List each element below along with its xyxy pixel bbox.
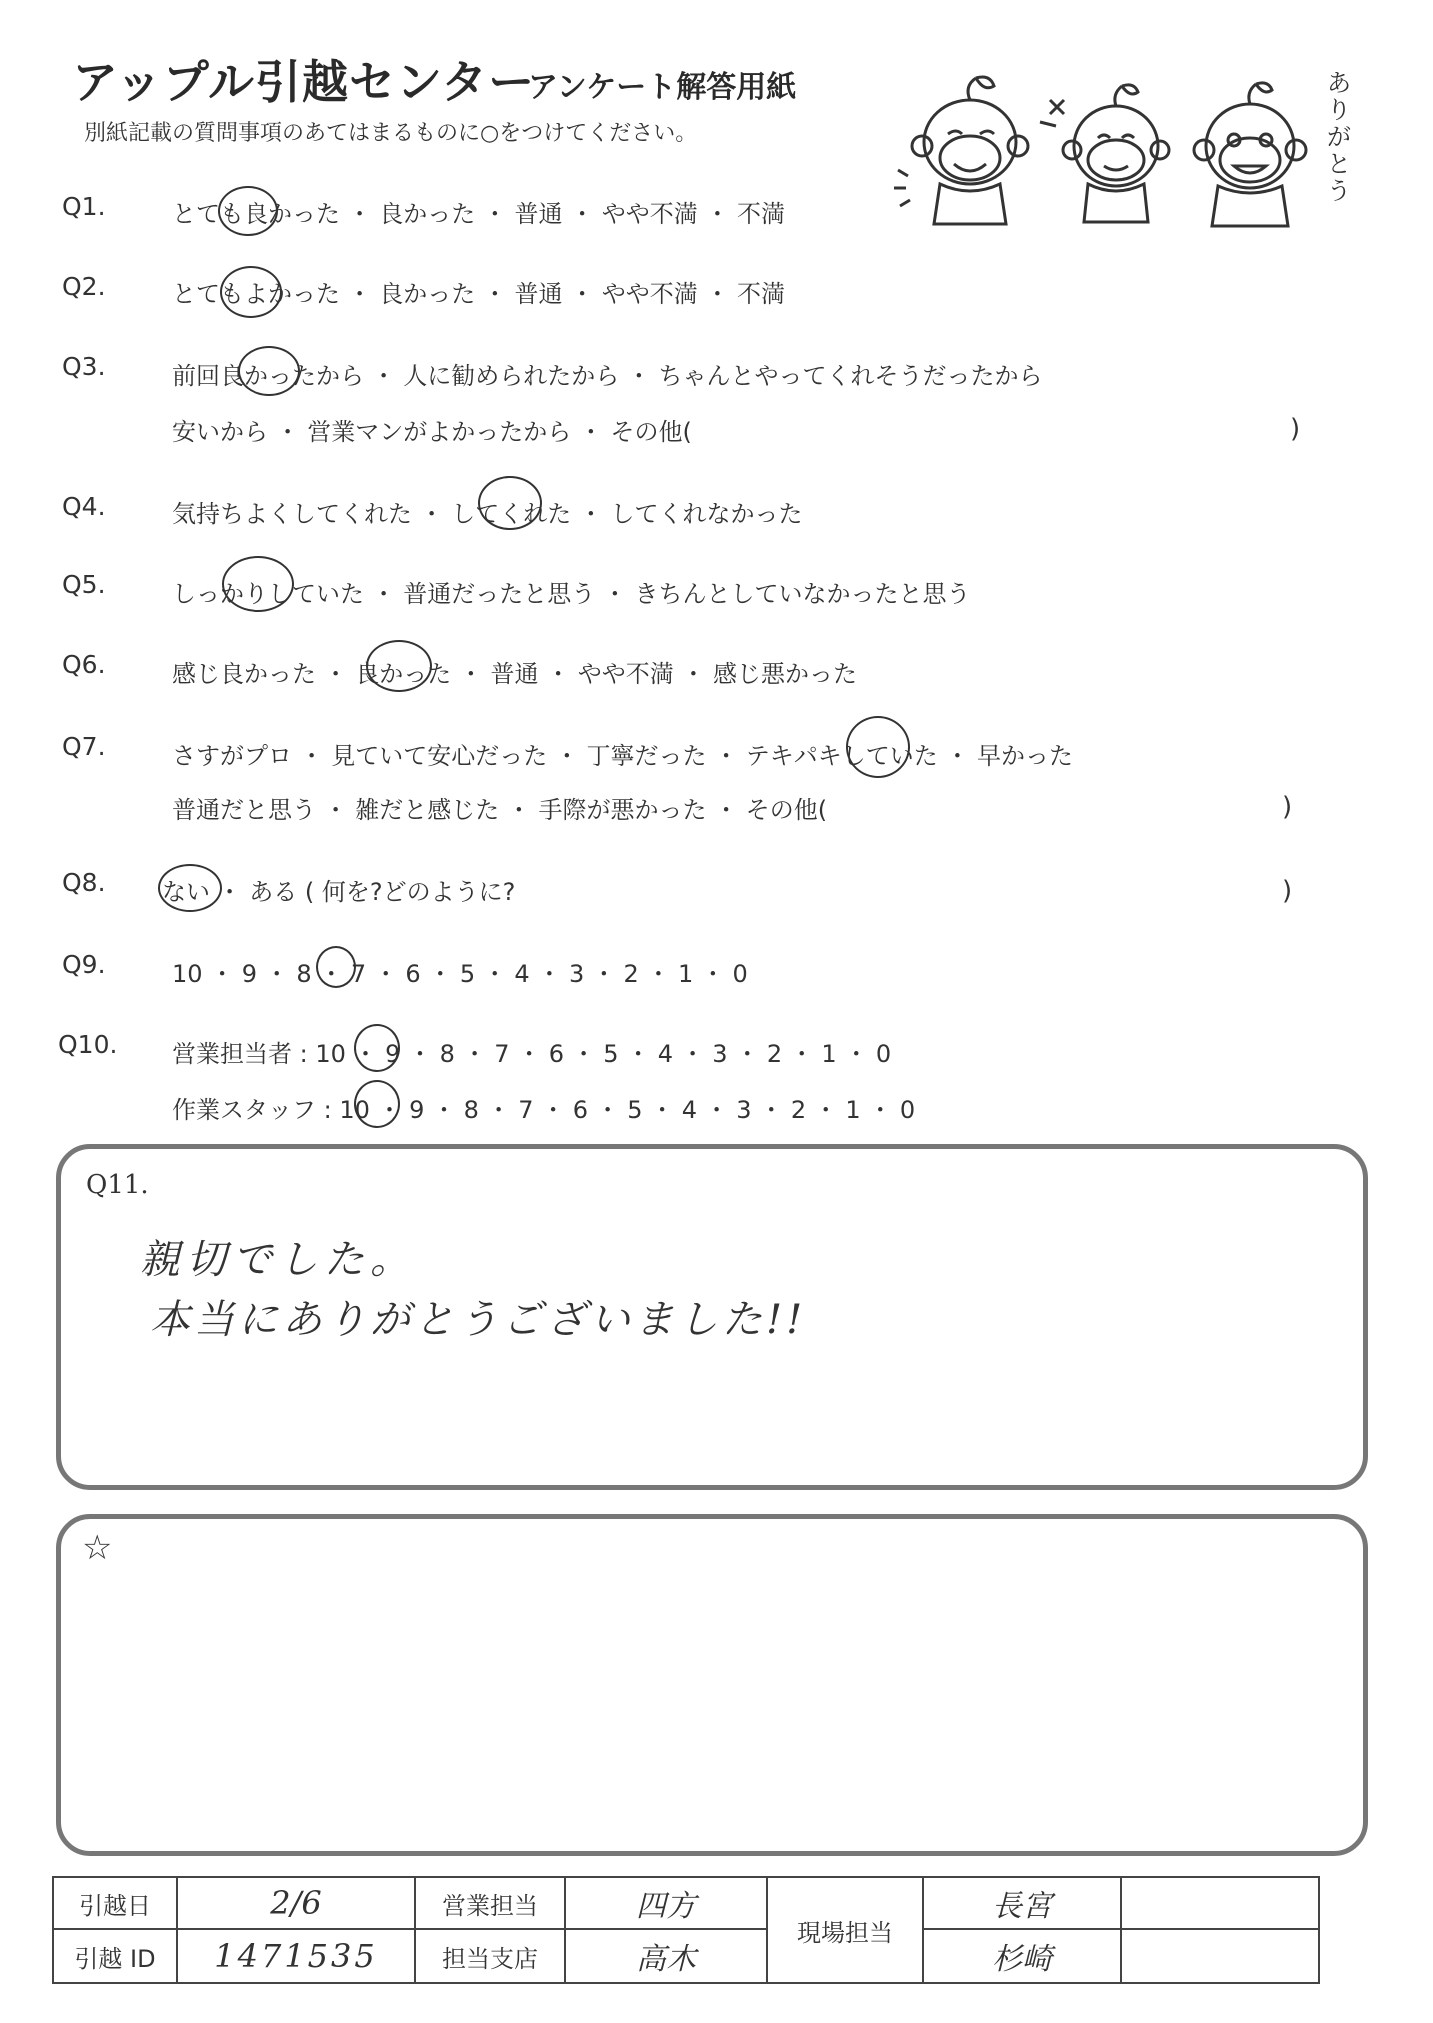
q8-selection-circle bbox=[158, 864, 222, 912]
q9-number: Q9. bbox=[62, 950, 106, 979]
sales-rep-value: 四方 bbox=[565, 1877, 767, 1929]
q8-number: Q8. bbox=[62, 868, 106, 897]
q4-number: Q4. bbox=[62, 492, 106, 521]
move-id-label: 引越 ID bbox=[53, 1929, 177, 1983]
q6-selection-circle bbox=[366, 640, 432, 692]
q2-number: Q2. bbox=[62, 272, 106, 301]
q7-selection-circle bbox=[846, 716, 910, 778]
move-date-value: 2/6 bbox=[177, 1877, 415, 1929]
q10-number: Q10. bbox=[58, 1030, 118, 1059]
site-rep-value-1: 長宮 bbox=[923, 1877, 1121, 1929]
q2-options: とてもよかった ・ 良かった ・ 普通 ・ やや不満 ・ 不満 bbox=[172, 280, 786, 308]
branch-label: 担当支店 bbox=[415, 1929, 565, 1983]
q8-options: ない ・ ある ( 何を?どのように? bbox=[162, 878, 516, 906]
notes-box bbox=[56, 1514, 1368, 1856]
q1-selection-circle bbox=[218, 186, 278, 236]
q7-options-line2: 普通だと思う ・ 雑だと感じた ・ 手際が悪かった ・ その他( bbox=[172, 796, 828, 824]
branch-value: 高木 bbox=[565, 1929, 767, 1983]
move-id-value: 1471535 bbox=[177, 1929, 415, 1983]
q3-options-line1: 前回良かったから ・ 人に勧められたから ・ ちゃんとやってくれそうだったから bbox=[172, 362, 1043, 390]
q2-selection-circle bbox=[220, 266, 282, 318]
company-title: アップル引越センター bbox=[72, 55, 536, 109]
q11-handwritten-line1: 親切でした。 bbox=[140, 1237, 416, 1283]
move-info-table bbox=[52, 1876, 1320, 1984]
q11-label: Q11. bbox=[86, 1170, 149, 1200]
sales-rep-label: 営業担当 bbox=[415, 1877, 565, 1929]
footer-empty-cell-2 bbox=[1121, 1929, 1319, 1983]
q3-number: Q3. bbox=[62, 352, 106, 381]
mascot-caption: ありがとう bbox=[1327, 69, 1351, 205]
form-subtitle: アンケート解答用紙 bbox=[528, 70, 797, 105]
q9-scale: 10 ・ 9 ・ 8 ・ 7 ・ 6 ・ 5 ・ 4 ・ 3 ・ 2 ・ 1 ・ 0 bbox=[172, 960, 748, 988]
q4-options: 気持ちよくしてくれた ・ してくれた ・ してくれなかった bbox=[172, 500, 803, 528]
q11-handwritten-line2: 本当にありがとうございました!! bbox=[150, 1297, 807, 1343]
q10-staff-scale: 作業スタッフ : 10 ・ 9 ・ 8 ・ 7 ・ 6 ・ 5 ・ 4 ・ 3 ・ 2 ・ 1 ・ 0 bbox=[172, 1096, 916, 1124]
move-date-label: 引越日 bbox=[53, 1877, 177, 1929]
q10-sales-selection-circle bbox=[354, 1024, 400, 1072]
q1-number: Q1. bbox=[62, 192, 106, 221]
q5-number: Q5. bbox=[62, 570, 106, 599]
site-rep-value-2: 杉崎 bbox=[923, 1929, 1121, 1983]
q5-options: しっかりしていた ・ 普通だったと思う ・ きちんとしていなかったと思う bbox=[172, 580, 971, 608]
q3-options-line2: 安いから ・ 営業マンがよかったから ・ その他( bbox=[172, 418, 692, 446]
q6-options: 感じ良かった ・ 良かった ・ 普通 ・ やや不満 ・ 感じ悪かった bbox=[172, 660, 858, 688]
q3-selection-circle bbox=[238, 346, 300, 396]
q10-staff-selection-circle bbox=[354, 1080, 400, 1128]
footer-empty-cell-1 bbox=[1121, 1877, 1319, 1929]
q4-selection-circle bbox=[478, 476, 542, 530]
q7-options-line1: さすがプロ ・ 見ていて安心だった ・ 丁寧だった ・ テキパキしていた ・ 早かった bbox=[172, 742, 1074, 770]
q8-close-paren: ) bbox=[1282, 876, 1293, 906]
q7-close-paren: ) bbox=[1282, 792, 1293, 822]
instruction-text: 別紙記載の質問事項のあてはまるものに○をつけてください。 bbox=[84, 121, 698, 146]
q6-number: Q6. bbox=[62, 650, 106, 679]
q10-sales-scale: 営業担当者 : 10 ・ 9 ・ 8 ・ 7 ・ 6 ・ 5 ・ 4 ・ 3 ・ 2 ・ 1 ・ 0 bbox=[172, 1040, 892, 1068]
q5-selection-circle bbox=[222, 556, 294, 612]
q9-selection-circle bbox=[316, 946, 356, 988]
q3-close-paren: ) bbox=[1290, 414, 1301, 444]
q1-options: とても良かった ・ 良かった ・ 普通 ・ やや不満 ・ 不満 bbox=[172, 200, 786, 228]
monkey-mascots-illustration bbox=[890, 60, 1330, 240]
q7-number: Q7. bbox=[62, 732, 106, 761]
site-rep-label: 現場担当 bbox=[767, 1877, 923, 1983]
star-icon: ☆ bbox=[82, 1528, 113, 1568]
